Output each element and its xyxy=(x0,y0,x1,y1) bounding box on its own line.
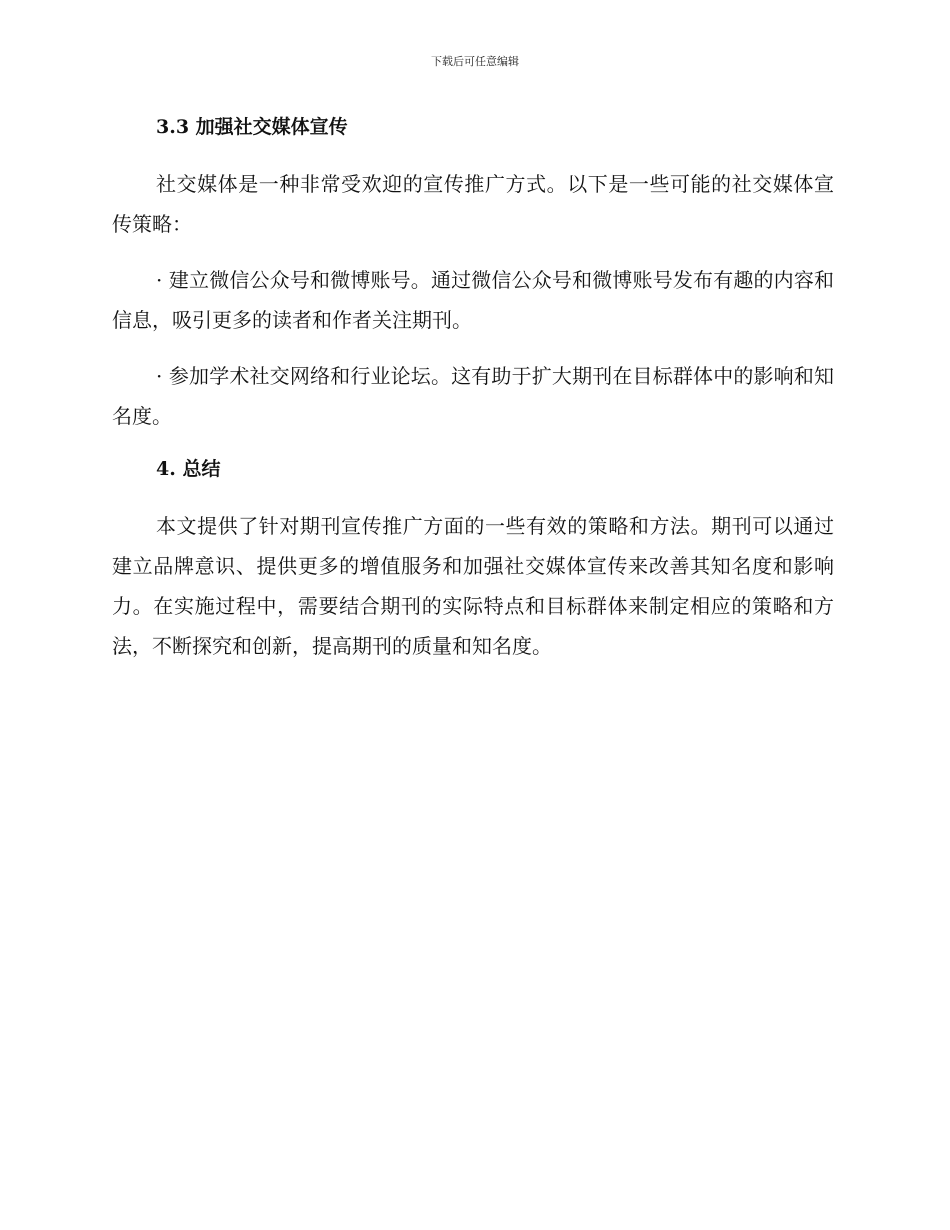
bullet-paragraph: · 参加学术社交网络和行业论坛。这有助于扩大期刊在目标群体中的影响和知名度。 xyxy=(112,364,834,428)
section-heading: 4. 总结 xyxy=(156,458,221,480)
paragraph: 社交媒体是一种非常受欢迎的宣传推广方式。以下是一些可能的社交媒体宣传策略： xyxy=(112,172,834,236)
bullet-paragraph: · 建立微信公众号和微博账号。通过微信公众号和微博账号发布有趣的内容和信息，吸引更多的读者和作者关注期刊。 xyxy=(112,268,834,332)
page-header: 下载后可任意编辑 xyxy=(431,55,519,68)
section-heading: 3.3 加强社交媒体宣传 xyxy=(156,116,348,138)
paragraph: 本文提供了针对期刊宣传推广方面的一些有效的策略和方法。期刊可以通过建立品牌意识、提供更多的增值服务和加强社交媒体宣传来改善其知名度和影响力。在实施过程中，需要结合期刊的实际特点和目标群体来制定相应的策略和方法，不断探究和创新，提高期刊的质量和知名度。 xyxy=(112,514,834,658)
document-body xyxy=(112,110,834,666)
